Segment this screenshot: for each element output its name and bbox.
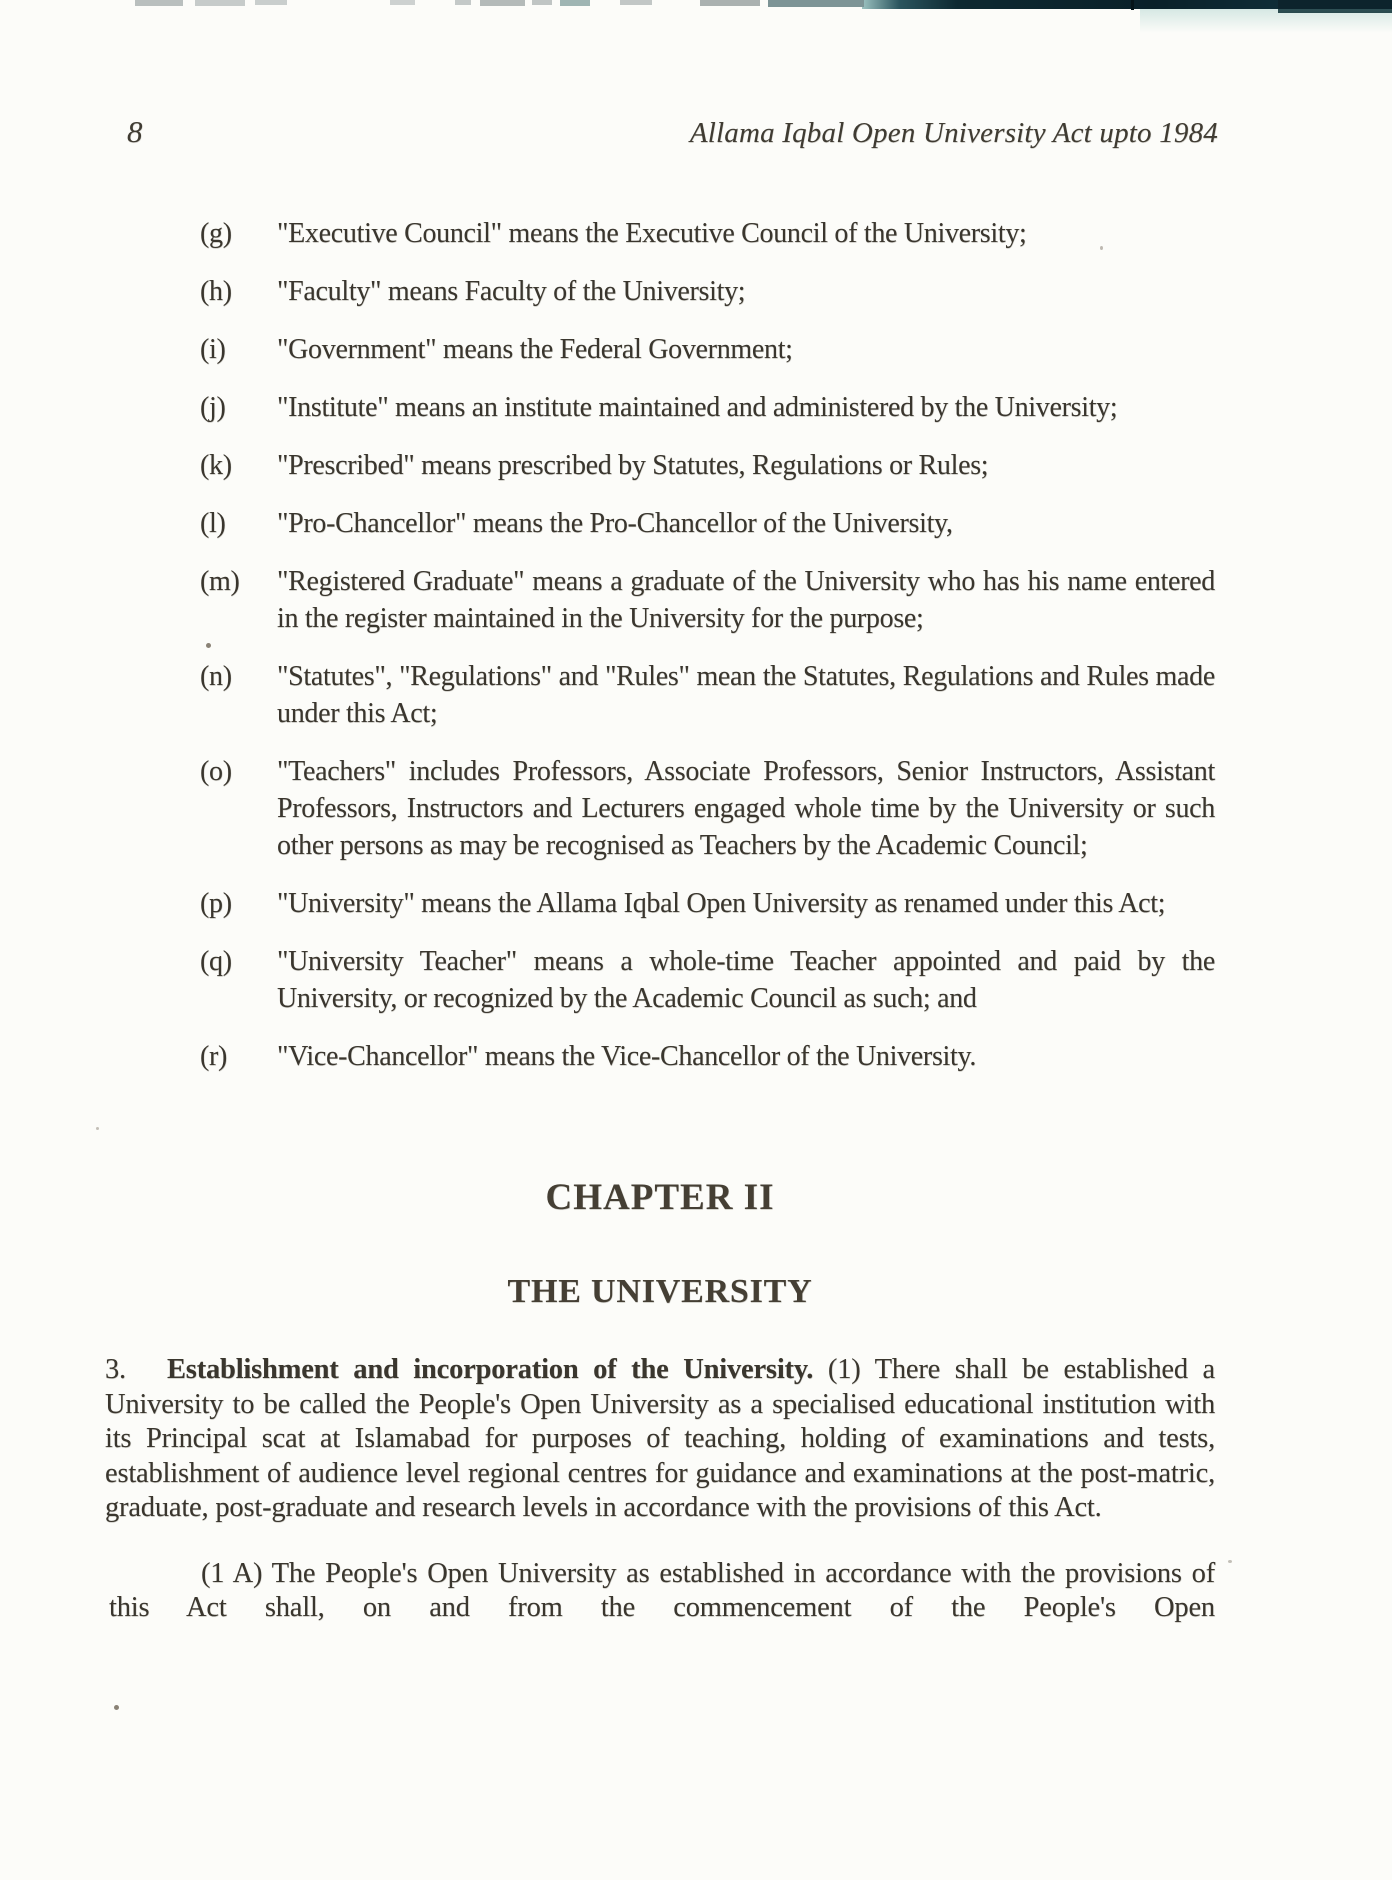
definition-label: (m) (200, 566, 240, 597)
definition-text: "University" means the Allama Iqbal Open University as renamed under this Act; (277, 888, 1166, 919)
definition-item (200, 447, 1215, 484)
definition-text: "Teachers" includes Professors, Associate Professors, Senior Instructors, Assistant Professors, Instructors and Lecturers engaged whole time by the University or such other persons as may be recognised as Teachers by the Academic Council; (277, 756, 1215, 861)
section-number: 3. (105, 1354, 126, 1385)
definition-label: (q) (200, 946, 232, 977)
definition-text: "Executive Council" means the Executive Council of the University; (277, 218, 1027, 249)
scan-artifact-segment (455, 0, 471, 5)
definition-item (200, 658, 1215, 732)
definition-item (200, 753, 1215, 864)
definition-text: "Pro-Chancellor" means the Pro-Chancellor of the University, (277, 508, 953, 539)
scan-artifact-segment (390, 0, 415, 5)
definitions-list (105, 215, 1215, 1075)
definition-text: "Vice-Chancellor" means the Vice-Chancellor of the University. (277, 1041, 977, 1072)
section-3-paragraph (105, 1353, 1215, 1526)
chapter-subheading: THE UNIVERSITY (507, 1273, 813, 1310)
scan-artifact-segment (620, 0, 652, 5)
scan-speck (96, 1127, 99, 1130)
definition-label: (i) (200, 334, 226, 365)
definition-label: (h) (200, 276, 232, 307)
section-body-text: (1) There shall be established a University to be called the People's Open University as a specialised educational institution with its Principal scat at Islamabad for purposes of teaching, holding of examinations and tests, establishment of audience level regional centres for guidance and examinations at the post-matric, graduate, post-graduate and research levels in accordance with the provisions of this Act. (105, 1354, 1215, 1523)
definition-item (200, 943, 1215, 1017)
definition-item (200, 273, 1215, 310)
definition-text: "Statutes", "Regulations" and "Rules" mean the Statutes, Regulations and Rules made under this Act; (277, 661, 1215, 729)
definition-text: "University Teacher" means a whole-time Teacher appointed and paid by the University, or recognized by the Academic Council as such; and (277, 946, 1215, 1014)
definition-item (200, 563, 1215, 637)
scan-artifact-segment (560, 0, 590, 6)
definition-label: (n) (200, 661, 232, 692)
definition-label: (k) (200, 450, 232, 481)
scan-speck (114, 1705, 119, 1710)
definition-label: (j) (200, 392, 226, 423)
definition-text: "Prescribed" means prescribed by Statutes, Regulations or Rules; (277, 450, 989, 481)
scan-artifact-segment (255, 0, 287, 5)
definition-label: (p) (200, 888, 232, 919)
document-body (105, 215, 1215, 1626)
definition-item (200, 331, 1215, 368)
definition-label: (r) (200, 1041, 228, 1072)
scan-speck (1228, 1560, 1232, 1563)
section-title: Establishment and incorporation of the University. (167, 1354, 814, 1385)
page-number: 8 (127, 114, 143, 149)
page-header (127, 114, 1218, 151)
definition-label: (l) (200, 508, 226, 539)
scan-artifact-segment (700, 0, 760, 6)
subsection-1a-paragraph: (1 A) The People's Open University as established in accordance with the provisions of this Act shall, on and from the commencement of the People's Open (109, 1557, 1215, 1623)
definition-text: "Government" means the Federal Government; (277, 334, 793, 365)
scan-artifact-segment (480, 0, 525, 6)
scan-artifact-bar-notch (1131, 0, 1134, 10)
scan-artifact-segment (135, 0, 183, 6)
definition-item (200, 505, 1215, 542)
definition-label: (g) (200, 218, 232, 249)
running-title: Allama Iqbal Open University Act upto 1984 (689, 117, 1218, 149)
chapter-heading: CHAPTER II (545, 1177, 775, 1218)
scan-artifact-glow (1140, 9, 1392, 33)
scan-artifact-segment (532, 0, 552, 5)
definition-text: "Institute" means an institute maintained and administered by the University; (277, 392, 1118, 423)
scan-artifact-segment (195, 0, 245, 6)
definition-item (200, 885, 1215, 922)
definition-text: "Registered Graduate" means a graduate of the University who has his name entered in the register maintained in the University for the purpose; (277, 566, 1215, 634)
definition-text: "Faculty" means Faculty of the University; (277, 276, 746, 307)
definition-label: (o) (200, 756, 232, 787)
definition-item (200, 389, 1215, 426)
definition-item (200, 1038, 1215, 1075)
definition-item (200, 215, 1215, 252)
scan-artifact-segment (768, 0, 864, 7)
